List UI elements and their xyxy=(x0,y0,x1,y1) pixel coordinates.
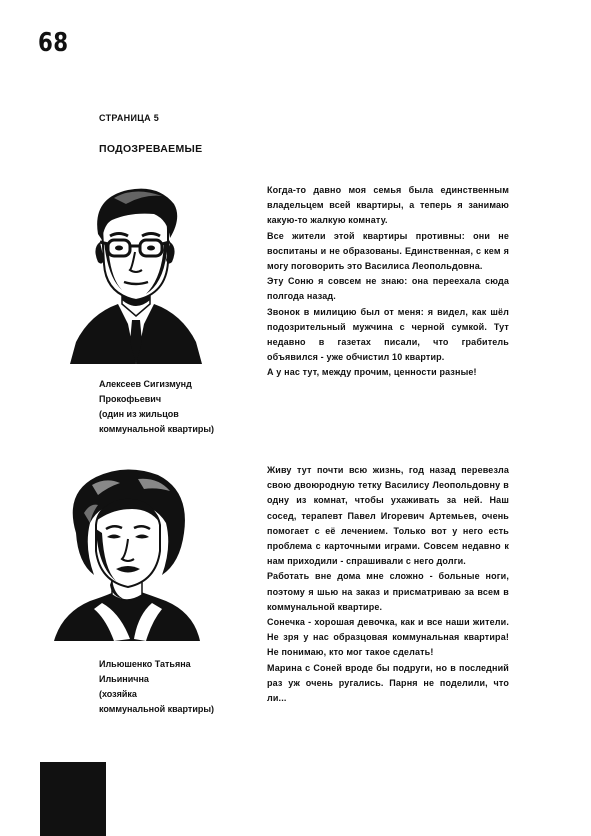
testimony-paragraph: Работать вне дома мне сложно - больные ноги, поэтому я шью на заказ и присматриваю за всем в коммунальной квартире. xyxy=(267,571,509,612)
suspect-testimony xyxy=(267,463,509,706)
testimony-paragraph: Марина с Соней вроде бы подруги, но в последний раз уж очень ругались. Парня не поделили, что ли... xyxy=(267,662,509,704)
testimony-paragraph: Когда-то давно моя семья была единственным владельцем всей квартиры, а теперь я занимаю какую-то жалкую комнату. xyxy=(267,185,509,226)
page-number: 68 xyxy=(38,28,69,58)
testimony-paragraph: Все жители этой квартиры противны: они не воспитаны и не образованы. Единственная, с кем я могу поговорить это Василиса Леопольдовна. xyxy=(267,230,509,272)
testimony-paragraph: Сонечка - хорошая девочка, как и все наши жители. Не зря у нас образцовая коммунальная квартира! Не понимаю, кто мог такое сделать! xyxy=(267,617,509,658)
section-title: ПОДОЗРЕВАЕМЫЕ xyxy=(99,143,203,155)
page-label: СТРАНИЦА 5 xyxy=(99,113,160,123)
decorative-corner-block xyxy=(40,762,106,836)
suspect-name-line: Ильюшенко Татьяна xyxy=(99,659,191,669)
suspect-name-line: Прокофьевич xyxy=(99,394,162,404)
suspect-caption xyxy=(99,377,214,437)
suspect-name-line: Алексеев Сигизмунд xyxy=(99,379,192,389)
man-with-glasses-portrait-icon xyxy=(70,182,202,364)
testimony-paragraph: Живу тут почти всю жизнь, год назад перевезла свою двоюродную тетку Василису Леопольдовну в одну из комнат, чтобы ухаживать за ней. Наш сосед, терапевт Павел Игоревич Артемьев, очень помогает с её лечением. Только вот у него есть проблема с карточными играми. Совсем недавно к нам приходили - спрашивали с него долги. xyxy=(267,465,509,567)
suspect-caption xyxy=(99,657,214,717)
suspect-role-line: коммунальной квартиры) xyxy=(99,704,215,714)
suspect-name-line: Ильинична xyxy=(99,674,149,684)
suspect-testimony xyxy=(267,183,509,381)
testimony-paragraph: Звонок в милицию был от меня: я видел, как шёл подозрительный мужчина с черной сумкой. Тут недавно в газетах писали, что грабитель объявился - уже обчистил 10 квартир. xyxy=(267,306,509,363)
testimony-paragraph: Эту Соню я совсем не знаю: она переехала сюда полгода назад. xyxy=(267,276,509,302)
suspect-role-line: коммунальной квартиры) xyxy=(99,424,215,434)
testimony-paragraph: А у нас тут, между прочим, ценности разные! xyxy=(267,367,477,378)
suspect-role-line: (один из жильцов xyxy=(99,409,179,419)
suspect-role-line: (хозяйка xyxy=(99,689,137,699)
woman-portrait-icon xyxy=(54,463,200,641)
